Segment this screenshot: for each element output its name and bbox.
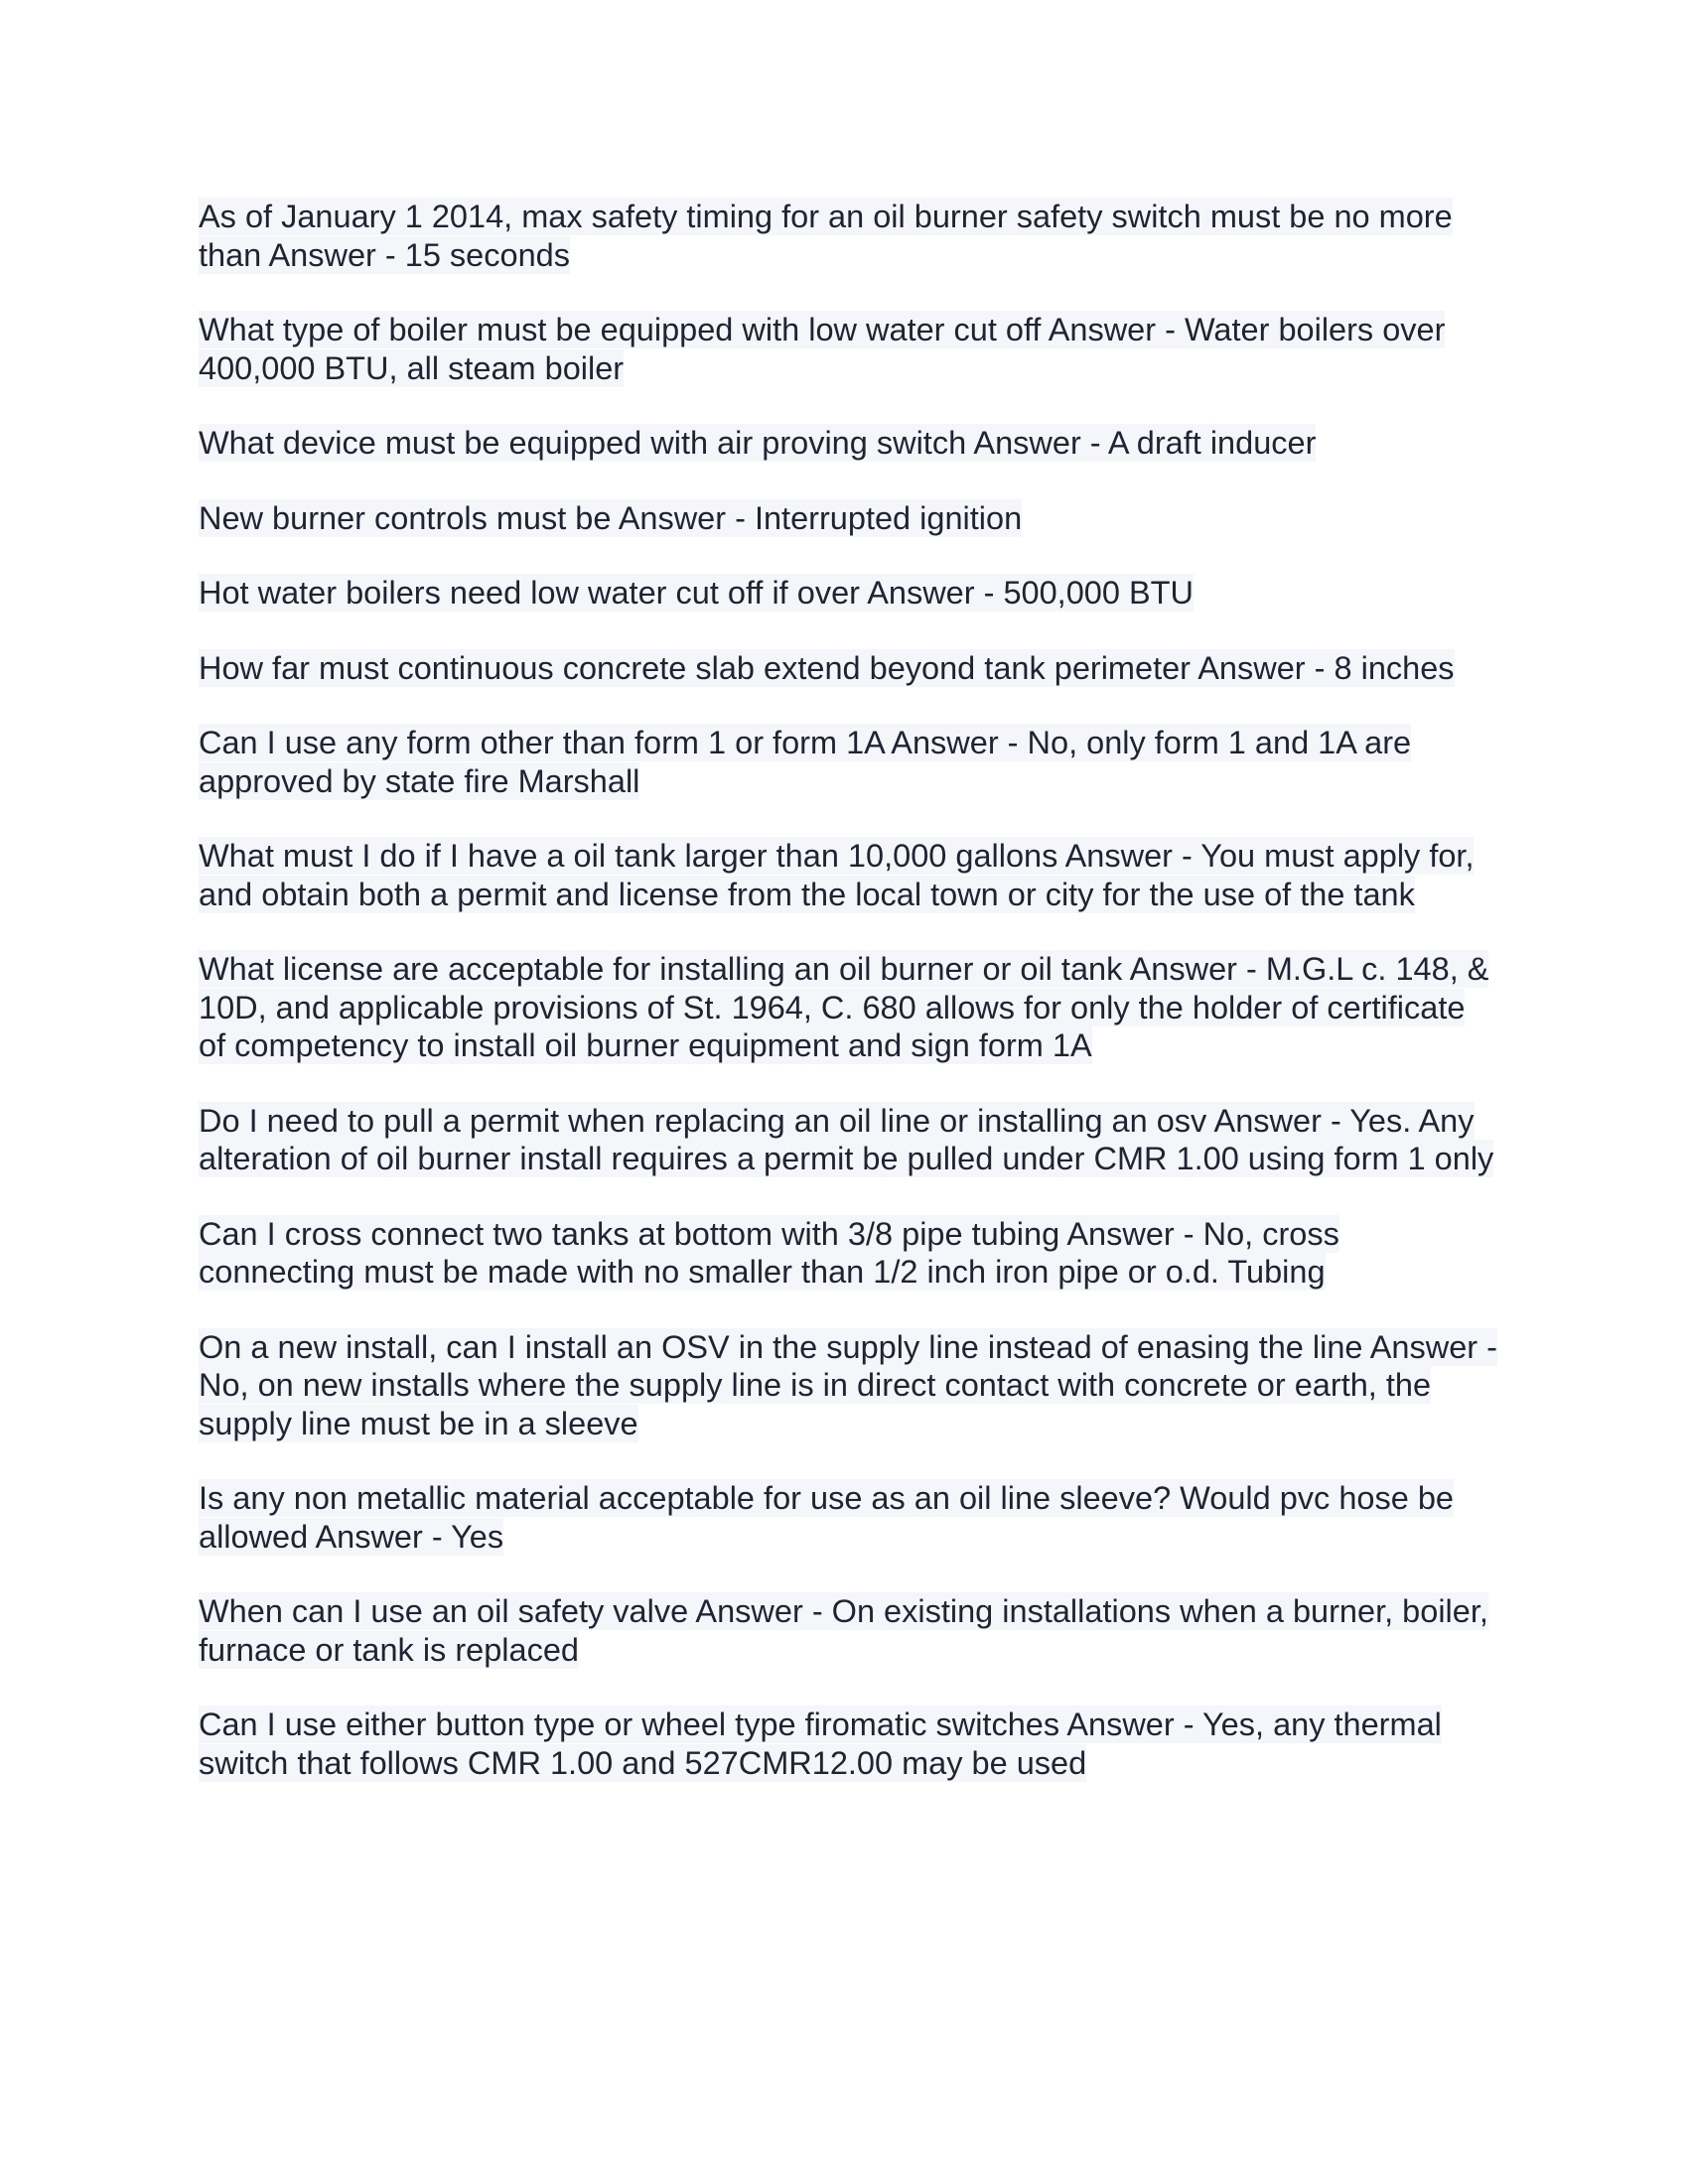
qa-item-11 [199,1215,1499,1292]
qa-text: What type of boiler must be equipped with low water cut off Answer - Water boilers over 400,000 BTU, all steam boiler [199,312,1446,386]
qa-text: As of January 1 2014, max safety timing for an oil burner safety switch must be no more than Answer - 15 seconds [199,199,1453,273]
qa-item-3 [199,424,1499,463]
qa-text: What license are acceptable for installing an oil burner or oil tank Answer - M.G.L c. 148, & 10D, and applicable provisions of St. 1964, C. 680 allows for only the holder of certificate of competency to install oil burner equipment and sign form 1A [199,951,1489,1063]
qa-text: Can I use either button type or wheel type firomatic switches Answer - Yes, any thermal switch that follows CMR 1.00 and 527CMR12.00 may be used [199,1706,1442,1781]
qa-item-1 [199,198,1499,274]
qa-text: Is any non metallic material acceptable for use as an oil line sleeve? Would pvc hose be allowed Answer - Yes [199,1480,1454,1555]
qa-text: Do I need to pull a permit when replacing an oil line or installing an osv Answer - Yes. Any alteration of oil burner install requires a permit be pulled under CMR 1.00 using form 1 only [199,1102,1494,1176]
qa-list [199,198,1499,1819]
qa-text: On a new install, can I install an OSV in the supply line instead of enasing the line Answer - No, on new installs where the supply line is in direct contact with concrete or earth, the supply line must be in a sleeve [199,1328,1497,1441]
qa-item-9 [199,950,1499,1065]
qa-text: What must I do if I have a oil tank larger than 10,000 gallons Answer - You must apply for, and obtain both a permit and license from the local town or city for the use of the tank [199,838,1475,912]
qa-text: Can I cross connect two tanks at bottom with 3/8 pipe tubing Answer - No, cross connecting must be made with no smaller than 1/2 inch iron pipe or o.d. Tubing [199,1215,1339,1290]
qa-text: How far must continuous concrete slab extend beyond tank perimeter Answer - 8 inches [199,649,1455,686]
qa-item-4 [199,499,1499,538]
qa-item-5 [199,574,1499,613]
qa-item-12 [199,1328,1499,1443]
qa-item-15 [199,1706,1499,1782]
qa-item-13 [199,1479,1499,1556]
qa-text: Can I use any form other than form 1 or form 1A Answer - No, only form 1 and 1A are approved by state fire Marshall [199,725,1412,799]
qa-item-10 [199,1102,1499,1178]
qa-item-8 [199,837,1499,913]
qa-text: Hot water boilers need low water cut off if over Answer - 500,000 BTU [199,575,1194,611]
qa-item-7 [199,724,1499,800]
qa-item-14 [199,1592,1499,1669]
qa-item-6 [199,649,1499,688]
qa-item-2 [199,311,1499,387]
qa-text: New burner controls must be Answer - Interrupted ignition [199,499,1023,536]
qa-text: When can I use an oil safety valve Answer - On existing installations when a burner, boiler, furnace or tank is replaced [199,1593,1488,1668]
qa-text: What device must be equipped with air proving switch Answer - A draft inducer [199,425,1317,461]
